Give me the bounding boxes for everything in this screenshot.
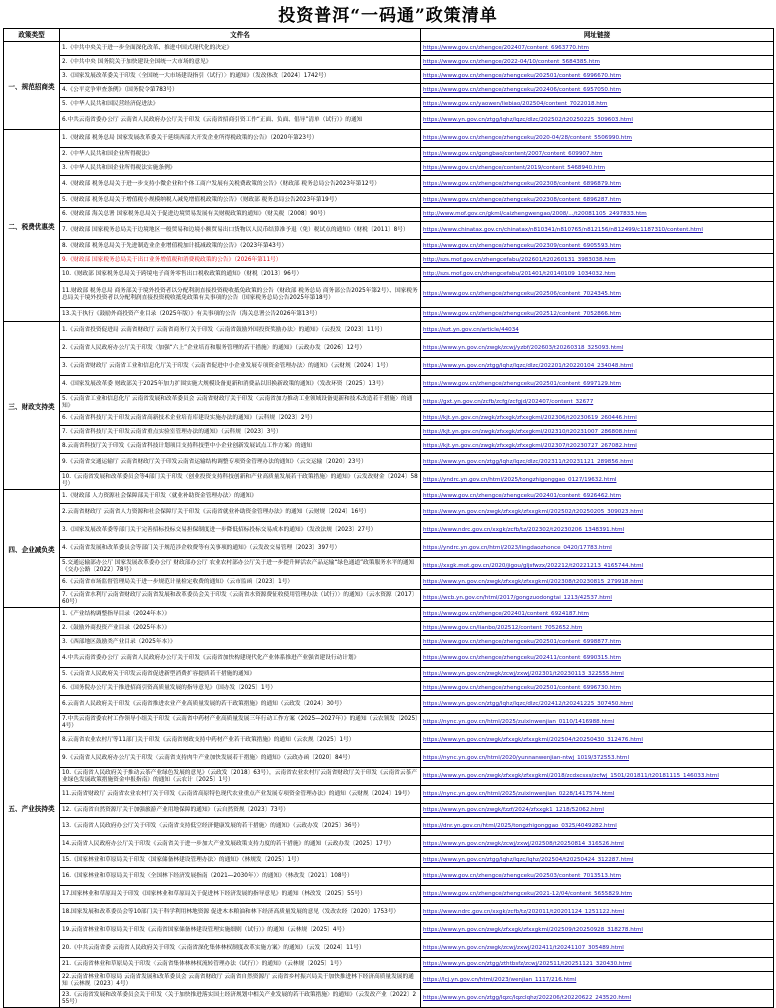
policy-url-link[interactable]: https://www.gov.cn/zhengce/zhengceku/202506/content_7024345.htm [421, 282, 774, 308]
table-row [4, 472, 774, 490]
policy-file-name: 10.《云南省发展和改革委员会等4部门关于印发〈创业投资支持科技创新和产业高质量发展若干政策措施〉的通知》（云发改财金〔2024〕58号） [60, 472, 421, 490]
table-row [4, 768, 774, 786]
policy-file-name: 15.《国家林业和草原局关于印发〈国家储备林建设管理办法〉的通知》（林规发〔2025〕1号） [60, 854, 421, 868]
policy-file-name: 19.云南省林业和草原局关于印发《云南省国家储备林建设管理实施细则（试行）》的通知（云林规〔2025〕4号） [60, 922, 421, 940]
policy-file-name: 8.云南省农业农村厅等11部门关于印发《云南省财政支持中药材产业若干政策措施》的通知（云农规〔2025〕1号） [60, 732, 421, 750]
policy-file-name: 10.《财政部 国家税务总局关于跨境电子商务零售出口税收政策的通知》（财税〔2013〕96号） [60, 268, 421, 282]
table-row [4, 358, 774, 376]
header-policy-type: 政策类型 [4, 29, 60, 42]
policy-file-name: 7.《云南省科技厅关于印发云南省重点实验室管理办法的通知》（云科规〔2023〕3号） [60, 426, 421, 440]
table-row [4, 576, 774, 590]
policy-url-link[interactable]: https://wcb.yn.gov.cn/html/2017/gongzuodongtai_1213/42537.html [421, 590, 774, 608]
policy-category: 二、税费优惠类 [4, 130, 60, 322]
table-row [4, 56, 774, 70]
table-row [4, 886, 774, 904]
table-row [4, 454, 774, 472]
policy-url-link[interactable]: https://www.gov.cn/zhengce/content/2019/content_5468940.htm [421, 162, 774, 176]
policy-url-link[interactable]: https://www.gov.cn/zhengce/zhengceku/202401/content_6926462.htm [421, 490, 774, 504]
policy-file-name: 6.中共云南省委办公厅 云南省人民政府办公厅关于印发《云南省招商引资工作“正面、负面、倡导”清单（试行）》的通知 [60, 112, 421, 130]
policy-file-name: 5.《财政部 税务总局关于增值税小规模纳税人减免增值税政策的公告》（财政部 税务总局公告2023年第19号） [60, 194, 421, 208]
policy-url-link[interactable]: https://yndrc.yn.gov.cn/html/2025/tongzhigonggao_0127/19632.html [421, 472, 774, 490]
policy-url-link[interactable]: https://www.yn.gov.cn/ztgg/lqhz/lqzc/lqhz/202504/t20250424_312287.html [421, 854, 774, 868]
policy-url-link[interactable]: https://www.gov.cn/zhengce/zhengceku/202308/content_6896287.htm [421, 194, 774, 208]
table-row [4, 440, 774, 454]
policy-url-link[interactable]: https://www.yn.gov.cn/zwgk/zfxxgk/zfxxgkml/202509/t20250928_318278.html [421, 922, 774, 940]
policy-file-name: 1.《财政部 人力资源社会保障部关于印发〈就业补助资金管理办法〉的通知》 [60, 490, 421, 504]
policy-file-name: 8.云南省科技厅关于印发《云南省科技计划项目支持科技型中小企业创新发展试点工作方案》的通知 [60, 440, 421, 454]
policy-category: 三、财政支持类 [4, 322, 60, 490]
policy-file-name: 2.《中共中央 国务院关于加快建设全国统一大市场的意见》 [60, 56, 421, 70]
table-row [4, 268, 774, 282]
policy-file-name: 11.财政部 税务总局 商务部关于境外投资者以分配利润直接投资税收抵免政策的公告（财政部 税务总局 商务部公告2025年第2号）、国家税务总局关于境外投资者以分配利润直接投资税收抵免政策有关事项的公告（国家税务总局公告2025年第18号） [60, 282, 421, 308]
policy-url-link[interactable]: https://szt.yn.gov.cn/article/44034 [421, 322, 774, 340]
policy-file-name: 9.《财政部 国家税务总局关于出口业务增值税和消费税政策的公告》（2026年第11号） [60, 254, 421, 268]
policy-url-link[interactable]: https://www.yn.gov.cn/zwgk/zcwj/yzbf/202603/t20260318_325093.html [421, 340, 774, 358]
policy-url-link[interactable]: https://www.yn.gov.cn/zwgk/zfxxgk/zfxxgkml/202308/t20230815_279918.html [421, 576, 774, 590]
table-row [4, 836, 774, 854]
policy-url-link[interactable]: https://www.yn.gov.cn/zwgk/fzzf/2024/zfxxgk1_1218/52062.html [421, 804, 774, 818]
policy-category: 一、规范招商类 [4, 42, 60, 130]
policy-file-name: 21.《云南省林业和草原局关于印发〈云南省集体林林权流转管理办法（试行）〉的通知》（云林规〔2025〕1号） [60, 958, 421, 972]
table-row [4, 696, 774, 714]
policy-file-name: 9.《云南省人民政府办公厅关于印发〈云南省支持肉牛产业加快发展若干措施〉的通知》（云政办函〔2020〕84号） [60, 750, 421, 768]
table-row [4, 972, 774, 990]
table-row [4, 622, 774, 636]
policy-file-name: 8.《财政部 税务总局关于先进制造业企业增值税加计抵减政策的公告》（2023年第43号） [60, 240, 421, 254]
policy-url-link[interactable]: https://www.ndrc.gov.cn/xxgk/zcfb/tz/202302/t20230206_1348391.html [421, 522, 774, 540]
table-row [4, 308, 774, 322]
policy-url-link[interactable]: https://www.yn.gov.cn/zwgk/zcwj/zxwj/202301/t20230113_322555.html [421, 668, 774, 682]
policy-url-link[interactable]: https://www.gov.cn/zhengce/zhengceku/202406/content_6957050.htm [421, 84, 774, 98]
table-row [4, 176, 774, 194]
policy-file-name: 6.云南省人民政府关于印发《云南省推进农业产业高质量发展的若干政策措施》的通知（云政发〔2024〕30号） [60, 696, 421, 714]
table-row [4, 208, 774, 222]
policy-file-name: 5.交通运输部办公厅 国家发展改革委办公厅 财政部办公厅 农业农村部办公厅关于进一步提升鲜活农产品运输“绿色通道”政策服务水平的通知（交办公路〔2022〕78号） [60, 558, 421, 576]
policy-url-link[interactable]: https://www.gov.cn/gongbao/content/2007/content_609907.htm [421, 148, 774, 162]
policy-file-name: 7.《云南省水利厅云南省财政厅云南省发展和改革委员会关于印发〈云南省水资源费征收使用管理办法（试行）〉的通知》（云水资源〔2017〕60号） [60, 590, 421, 608]
policy-file-name: 4.《云南省发展和改革委员会等部门关于规范涉企收费等有关事项的通知》（云发改交易管理〔2023〕397号） [60, 540, 421, 558]
policy-file-name: 13.《云南省人民政府办公厅关于印发〈云南省支持低空经济健康发展的若干措施〉的通知》（云政办发〔2025〕36号） [60, 818, 421, 836]
policy-file-name: 3.《国家发展改革委关于印发〈全国统一大市场建设指引（试行）〉的通知》（发改体改〔2024〕1742号） [60, 70, 421, 84]
policy-file-name: 6.《云南省市场监督管理局关于进一步规范计量检定收费的通知》（云市监函〔2023〕1号） [60, 576, 421, 590]
policy-file-name: 17.国家林业和草原局关于印发《国家林业和草原局关于促进林下经济发展的指导意见》的通知（林改发〔2025〕55号） [60, 886, 421, 904]
policy-url-link[interactable]: https://kjt.yn.gov.cn/zwgk/zfxxgk/zfxxgkml/202307/t20230727_267082.html [421, 440, 774, 454]
policy-url-link[interactable]: http://szs.mof.gov.cn/zhengcefabu/202601/t20260131_3983038.htm [421, 254, 774, 268]
policy-file-name: 1.《财政部 税务总局 国家发展改革委关于延续西部大开发企业所得税政策的公告》（2020年第23号） [60, 130, 421, 148]
table-row [4, 668, 774, 682]
policy-table [3, 28, 774, 1008]
table-row [4, 162, 774, 176]
table-row [4, 868, 774, 886]
table-row [4, 42, 774, 56]
policy-file-name: 7.《财政部 国家税务总局关于边境地区一般贸易和边境小额贸易出口货物以人民币结算准予退（免）税试点的通知》（财税〔2011〕8号） [60, 222, 421, 240]
policy-file-name: 6.《国务院办公厅关于推进招商引资高质量发展的指导意见》（国办发〔2025〕1号） [60, 682, 421, 696]
table-row [4, 714, 774, 732]
table-row [4, 322, 774, 340]
table-row [4, 558, 774, 576]
policy-url-link[interactable]: https://www.yn.gov.cn/ztgg/lqhz/lqzc/dlzc/202311/t20231121_289856.html [421, 454, 774, 472]
table-row [4, 282, 774, 308]
policy-file-name: 3.《中华人民共和国企业所得税法实施条例》 [60, 162, 421, 176]
policy-file-name: 6.《财政部 海关总署 国家税务总局关于促进边境贸易发展有关财税政策的通知》（财关税〔2008〕90号） [60, 208, 421, 222]
table-row [4, 922, 774, 940]
policy-file-name: 14.云南省人民政府办公厅关于印发《云南省关于进一步加大产业发展政策支持力度的若干措施》的通知（云政办发〔2025〕17号） [60, 836, 421, 854]
policy-url-link[interactable]: https://www.gov.cn/zhengce/zhengceku/202411/content_6990315.htm [421, 650, 774, 668]
policy-file-name: 5.《云南省人民政府关于印发云南省促进新型消费扩容提质若干措施的通知》 [60, 668, 421, 682]
policy-url-link[interactable]: https://www.gov.cn/zhengce/202401/content_6924187.htm [421, 608, 774, 622]
table-row [4, 990, 774, 1008]
policy-file-name: 5.《云南省工业和信息化厅 云南省发展和改革委员会 云南省财政厅关于印发〈云南省加力推动工业领域设备更新和技术改造若干措施〉的通知》 [60, 394, 421, 412]
policy-file-name: 2.《鼓励外商投资产业目录（2025年本）》 [60, 622, 421, 636]
policy-category: 四、企业减负类 [4, 490, 60, 608]
policy-url-link[interactable]: https://www.yn.gov.cn/zwgk/zfxxgk/zfxxgkml/2018/zcdxcsxs/zcfwj_1501/201811/t20181115_146033.html [421, 768, 774, 786]
table-row [4, 194, 774, 208]
table-row [4, 376, 774, 394]
policy-file-name: 12.《云南省自然资源厅关于加强旅游产业用地保障的通知》（云自然资规〔2023〕73号） [60, 804, 421, 818]
policy-url-link[interactable]: https://www.yn.gov.cn/zwgk/zcwj/zxwj/202411/t20241107_305489.html [421, 940, 774, 958]
policy-url-link[interactable]: https://www.yn.gov.cn/zwgk/zfxxgk/zfxxgkml/202502/t20250205_309023.html [421, 504, 774, 522]
table-row [4, 540, 774, 558]
table-row [4, 608, 774, 622]
policy-file-name: 2.《云南省人民政府办公厅关于印发〈加强“六上”企业培育和服务管理的若干措施〉的通知》（云政办发〔2026〕12号） [60, 340, 421, 358]
policy-file-name: 9.《云南省交通运输厅 云南省财政厅关于印发云南省运输结构调整专项资金管理办法的通知》（云交运输〔2020〕23号） [60, 454, 421, 472]
policy-url-link[interactable]: https://www.gov.cn/zhengce/zhengceku/202501/content_6996670.htm [421, 70, 774, 84]
table-row [4, 804, 774, 818]
policy-file-name: 2.《中华人民共和国企业所得税法》 [60, 148, 421, 162]
policy-file-name: 10.《云南省人民政府关于推动云茶产业绿色发展的意见》（云政发〔2018〕63号），云南省农业农村厅云南省财政厅关于印发《云南省云茶产业绿色发展政策措施资金申报指南》的通知（云农计〔2025〕1号） [60, 768, 421, 786]
policy-url-link[interactable]: https://www.gov.cn/zhengce/zhengceku/202309/content_6905593.htm [421, 240, 774, 254]
policy-url-link[interactable]: http://www.mof.gov.cn/gkml/caizhengwengao/2008/.../t20081105_2497833.htm [421, 208, 774, 222]
policy-url-link[interactable]: https://www.yn.gov.cn/zwgk/zfxxgk/zfxxgkml/202504/t20250430_312476.html [421, 732, 774, 750]
table-row [4, 98, 774, 112]
policy-url-link[interactable]: https://www.gov.cn/zhengce/zhengceku/202503/content_7013513.htm [421, 868, 774, 886]
table-row [4, 130, 774, 148]
policy-url-link[interactable]: https://nync.yn.gov.cn/html/2020/yunnanwenjian-ntwj_1019/372553.html [421, 750, 774, 768]
table-row [4, 254, 774, 268]
table-row [4, 636, 774, 650]
policy-url-link[interactable]: https://www.gov.cn/zhengce/zhengceku/202512/content_7052866.htm [421, 308, 774, 322]
policy-file-name: 3.《西部地区鼓励类产业目录（2025年本）》 [60, 636, 421, 650]
policy-url-link[interactable]: https://xxgk.mot.gov.cn/2020/jigou/gljsfwzx/202212/t20221213_4165744.html [421, 558, 774, 576]
table-header-row [4, 29, 774, 42]
policy-url-link[interactable]: http://szs.mof.gov.cn/zhengcefabu/201401/t20140109_1034032.htm [421, 268, 774, 282]
policy-file-name: 2.云南省财政厅 云南省人力资源和社会保障厅关于印发《云南省就业补助资金管理办法》的通知（云财规〔2024〕16号） [60, 504, 421, 522]
policy-url-link[interactable]: https://www.gov.cn/zhengce/zhengceku/202308/content_6896879.htm [421, 176, 774, 194]
policy-file-name: 1.《中共中央关于进一步全面深化改革、推进中国式现代化的决定》 [60, 42, 421, 56]
policy-url-link[interactable]: https://gxt.yn.gov.cn/zcfb/zcfg/zcfgjd/202407/content_32677 [421, 394, 774, 412]
table-row [4, 340, 774, 358]
policy-category: 五、产业扶持类 [4, 608, 60, 1008]
table-row [4, 786, 774, 804]
table-row [4, 940, 774, 958]
table-row [4, 818, 774, 836]
table-row [4, 148, 774, 162]
policy-file-name: 22.云南省林业和草原局 云南省发展和改革委员会 云南省财政厅 云南省自然资源厅 云南省乡村振兴局关于加快推进林下经济高质量发展的通知（云林规〔2023〕4号） [60, 972, 421, 990]
policy-file-name: 1.《云南省投资促进局 云南省财政厅 云南省商务厅关于印发〈云南省鼓励外国投资奖励办法〉的通知》（云投发〔2023〕11号） [60, 322, 421, 340]
page-title: 投资普洱“一码通”政策清单 [278, 6, 498, 26]
policy-file-name: 4.《国家发展改革委 财政部关于2025年加力扩围实施大规模设备更新和消费品以旧换新政策的通知》（发改环资〔2025〕13号） [60, 376, 421, 394]
table-row [4, 490, 774, 504]
policy-url-link[interactable]: https://www.gov.cn/zhengce/zhengceku/202501/content_6997129.htm [421, 376, 774, 394]
header-url: 网址链接 [421, 29, 774, 42]
policy-file-name: 6.《云南省科技厅关于印发云南省高新技术企业培育库建设实施办法的通知》（云科规〔2023〕2号） [60, 412, 421, 426]
policy-file-name: 4.中共云南省委办公厅 云南省人民政府办公厅关于印发《云南省加快构建现代化产业体系推进产业强省建设行动计划》 [60, 650, 421, 668]
policy-file-name: 3.《云南省财政厅 云南省工业和信息化厅关于印发〈云南省促进中小企业发展专项资金管理办法〉的通知》（云财规〔2024〕1号） [60, 358, 421, 376]
table-row [4, 904, 774, 922]
policy-url-link[interactable]: https://yndrc.yn.gov.cn/html/2023/lingdaozhonce_0420/17783.html [421, 540, 774, 558]
policy-file-name: 13.关于执行《鼓励外商投资产业目录（2025年版）》有关事项的公告（海关总署公告2026年第13号） [60, 308, 421, 322]
policy-url-link[interactable]: https://kjt.yn.gov.cn/zwgk/zfxxgk/zfxxgkml/202306/t20230619_260446.html [421, 412, 774, 426]
policy-url-link[interactable]: https://www.chinatax.gov.cn/chinatax/n810341/n810765/n812156/n812499/c1187310/content.html [421, 222, 774, 240]
table-row [4, 854, 774, 868]
policy-file-name: 11.云南省财政厅 云南省农业农村厅关于印发《云南省高原特色现代农业重点产业发展专项资金管理办法》的通知（云财规〔2024〕19号） [60, 786, 421, 804]
table-row [4, 504, 774, 522]
policy-url-link[interactable]: https://www.gov.cn/lianbo/202512/content_7052652.htm [421, 622, 774, 636]
policy-url-link[interactable]: https://www.gov.cn/yaowen/liebiao/202504/content_7022018.htm [421, 98, 774, 112]
policy-file-name: 3.《国家发展改革委等部门关于完善招标投标交易担保制度进一步降低招标投标交易成本的通知》（发改法规〔2023〕27号） [60, 522, 421, 540]
policy-file-name: 4.《财政部 税务总局关于进一步支持小微企业和个体工商户发展有关税费政策的公告》（财政部 税务总局公告2023年第12号） [60, 176, 421, 194]
policy-url-link[interactable]: https://kjt.yn.gov.cn/zwgk/zfxxgk/zfxxgkml/202310/t20231007_286808.html [421, 426, 774, 440]
table-row [4, 682, 774, 696]
policy-url-link[interactable]: https://www.yn.gov.cn/ztgg/lqzc/lqzclqhz/202206/t20220622_243520.html [421, 990, 774, 1008]
policy-url-link[interactable]: https://www.ndrc.gov.cn/xxgk/zcfb/tz/202011/t20201124_1251122.html [421, 904, 774, 922]
table-row [4, 590, 774, 608]
policy-url-link[interactable]: https://www.yn.gov.cn/ztgg/lqhz/lqzc/dlzc/202201/t20220104_234048.html [421, 358, 774, 376]
policy-file-name: 20.《中共云南省委 云南省人民政府关于印发〈云南省深化集体林权制度改革实施方案〉的通知》（云发〔2024〕11号） [60, 940, 421, 958]
policy-file-name: 1.《产业结构调整指导目录（2024年本）》 [60, 608, 421, 622]
table-row [4, 522, 774, 540]
table-row [4, 426, 774, 440]
table-row [4, 650, 774, 668]
policy-url-link[interactable]: https://www.gov.cn/zhengce/2022-04/10/content_5684385.htm [421, 56, 774, 70]
policy-url-link[interactable]: https://www.gov.cn/zhengce/202407/content_6963770.htm [421, 42, 774, 56]
policy-file-name: 4.《公平竞争审查条例》（国务院令第783号） [60, 84, 421, 98]
table-row [4, 70, 774, 84]
policy-url-link[interactable]: https://www.yn.gov.cn/ztgg/zthtbsfz/zcwj/202511/t20251121_320430.html [421, 958, 774, 972]
policy-url-link[interactable]: https://dnr.yn.gov.cn/html/2025/tongzhigonggao_0325/4049282.html [421, 818, 774, 836]
table-row [4, 732, 774, 750]
policy-url-link[interactable]: https://www.yn.gov.cn/zwgk/zcwj/zxwj/202508/t20250814_316526.html [421, 836, 774, 854]
table-row [4, 958, 774, 972]
table-row [4, 84, 774, 98]
policy-url-link[interactable]: https://www.yn.gov.cn/ztgg/lqhz/lqzc/dlzc/202412/t20241225_307450.html [421, 696, 774, 714]
policy-file-name: 16.《国家林业和草原局关于印发〈全国林下经济发展指南（2021—2030年）〉的通知》（林改发〔2021〕108号） [60, 868, 421, 886]
policy-table-body [4, 42, 774, 1008]
policy-file-name: 18.国家发展和改革委员会等10部门关于科学利用林地资源 促进木本粮油和林下经济高质量发展的意见（发改农经〔2020〕1753号） [60, 904, 421, 922]
table-row [4, 240, 774, 254]
policy-url-link[interactable]: https://nync.yn.gov.cn/html/2025/zuixinwenjian_0110/1416988.html [421, 714, 774, 732]
policy-url-link[interactable]: https://nync.yn.gov.cn/html/2025/zuixinwenjian_0228/1417574.html [421, 786, 774, 804]
table-row [4, 112, 774, 130]
header-file-name: 文件名 [60, 29, 421, 42]
policy-file-name: 5.《中华人民共和国民营经济促进法》 [60, 98, 421, 112]
policy-file-name: 23.《云南省发展和改革委员会关于印发〈关于加快推进落实国土经济规划中相关产业发展的若干政策措施〉的通知》（云发改产业〔2022〕255号） [60, 990, 421, 1008]
policy-url-link[interactable]: https://lcj.yn.gov.cn/html/2023/wenjian_1117/216.html [421, 972, 774, 990]
table-row [4, 222, 774, 240]
table-row [4, 412, 774, 426]
table-row [4, 394, 774, 412]
table-row [4, 750, 774, 768]
policy-url-link[interactable]: https://www.yn.gov.cn/ztgg/lqhz/lqzc/dlzc/202502/t20250225_309603.html [421, 112, 774, 130]
policy-url-link[interactable]: https://www.gov.cn/zhengce/zhengceku/2020-04/28/content_5506990.htm [421, 130, 774, 148]
policy-url-link[interactable]: https://www.gov.cn/zhengce/zhengceku/2021-12/04/content_5655829.htm [421, 886, 774, 904]
policy-url-link[interactable]: https://www.gov.cn/zhengce/zhengceku/202501/content_6996730.htm [421, 682, 774, 696]
policy-file-name: 7.中共云南省委农村工作领导小组关于印发《云南省中药材产业高质量发展三年行动工作方案（2025—2027年）》的通知（云农领发〔2025〕4号） [60, 714, 421, 732]
policy-url-link[interactable]: https://www.gov.cn/zhengce/zhengceku/202501/content_6998877.htm [421, 636, 774, 650]
